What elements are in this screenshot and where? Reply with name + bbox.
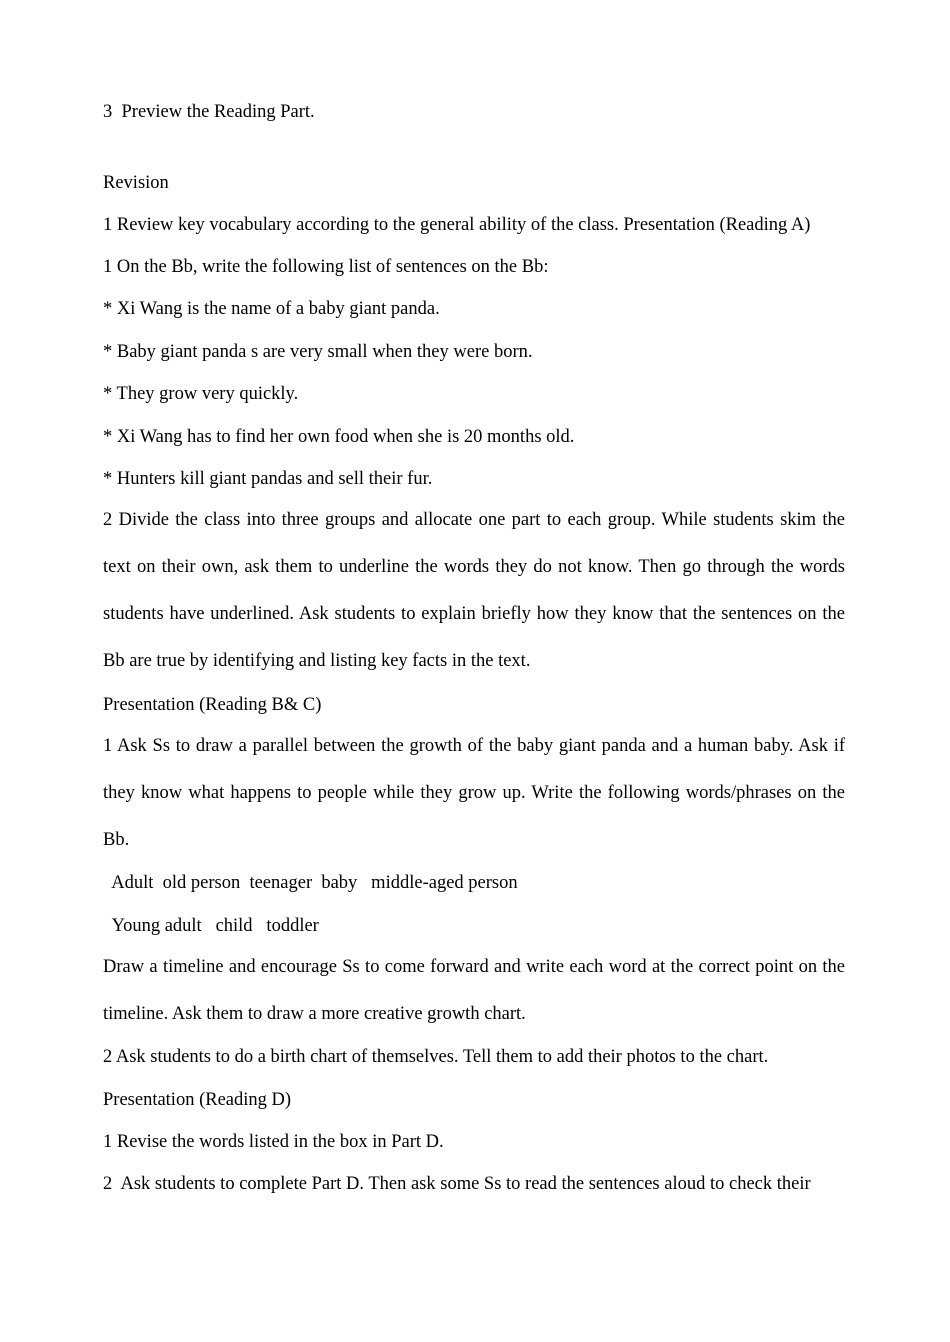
revision-item-1: 1 Review key vocabulary according to the general ability of the class. Presentation (Reading A): [103, 215, 811, 235]
reading-bc-item-1: 1 Ask Ss to draw a parallel between the growth of the baby giant panda and a human baby. Ask if they know what happens to people while they grow up. Write the following words/phrases on the Bb.: [103, 736, 845, 850]
reading-d-item-1: 1 Revise the words listed in the box in Part D.: [103, 1132, 444, 1152]
reading-bc-heading: Presentation (Reading B& C): [103, 695, 322, 715]
bullet-item: * Hunters kill giant pandas and sell their fur.: [103, 469, 433, 489]
preview-line: 3 Preview the Reading Part.: [103, 102, 315, 122]
bullet-item: * Baby giant panda s are very small when they were born.: [103, 342, 533, 362]
words-row-2: Young adult child toddler: [103, 916, 319, 936]
reading-d-heading: Presentation (Reading D): [103, 1090, 292, 1110]
timeline-paragraph: Draw a timeline and encourage Ss to come forward and write each word at the correct point on the timeline. Ask them to draw a more creative growth chart.: [103, 957, 845, 1024]
bullet-item: * Xi Wang is the name of a baby giant panda.: [103, 299, 440, 319]
bullet-item: * They grow very quickly.: [103, 384, 299, 404]
reading-d-item-2: 2 Ask students to complete Part D. Then ask some Ss to read the sentences aloud to check their: [103, 1174, 811, 1194]
reading-bc-item-2: 2 Ask students to do a birth chart of themselves. Tell them to add their photos to the chart.: [103, 1047, 769, 1067]
reading-a-item-2: 2 Divide the class into three groups and allocate one part to each group. While students skim the text on their own, ask them to underline the words they do not know. Then go through the words students have underlined. Ask students to explain briefly how they know that the sentences on the Bb are true by identifying and listing key facts in the text.: [103, 510, 845, 671]
reading-a-item-1: 1 On the Bb, write the following list of sentences on the Bb:: [103, 257, 549, 277]
revision-heading: Revision: [103, 173, 169, 193]
words-row-1: Adult old person teenager baby middle-aged person: [103, 873, 518, 893]
bullet-item: * Xi Wang has to find her own food when she is 20 months old.: [103, 427, 575, 447]
